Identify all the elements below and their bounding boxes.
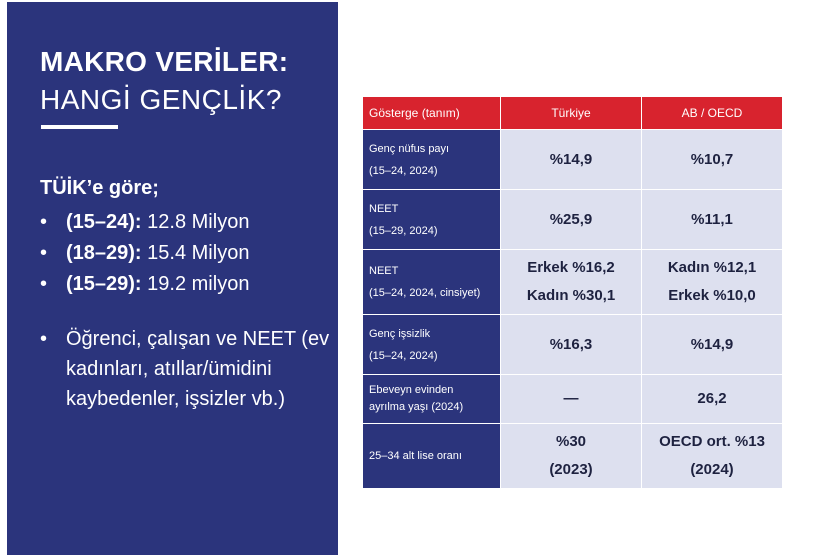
indicator-name: Ebeveyn evinden	[369, 384, 454, 397]
indicator-cell	[363, 250, 501, 315]
population-value: 12.8 Milyon	[141, 211, 250, 233]
indicator-scope: (15–29, 2024)	[369, 224, 438, 237]
eu-value	[642, 190, 783, 250]
eu-value-text: %10,7	[690, 150, 734, 168]
indicator-cell	[363, 375, 501, 424]
indicator-scope: ayrılma yaşı (2024)	[369, 401, 464, 414]
turkey-value-text: Kadın %30,1	[526, 287, 616, 305]
left-panel	[7, 2, 338, 555]
indicator-name: Genç işsizlik	[369, 327, 431, 340]
table-row	[363, 424, 783, 489]
turkey-value-text: %16,3	[549, 335, 593, 353]
eu-value	[642, 424, 783, 489]
turkey-value-text: %30	[555, 433, 587, 451]
header-indicator: Gösterge (tanım)	[363, 97, 501, 130]
indicator-name: NEET	[369, 202, 399, 215]
eu-value-text: OECD ort. %13	[659, 433, 765, 451]
eu-value-text: Kadın %12,1	[667, 259, 757, 277]
indicator-scope: (15–24, 2024, cinsiyet)	[369, 287, 481, 300]
indicator-cell	[363, 130, 501, 190]
turkey-value	[501, 250, 642, 315]
eu-value-text: %14,9	[690, 335, 734, 353]
eu-value-text: (2024)	[690, 461, 734, 479]
eu-value	[642, 375, 783, 424]
age-range: (18–29):	[66, 242, 142, 264]
table-row	[363, 130, 783, 190]
title-subtitle: HANGİ GENÇLİK?	[40, 84, 282, 115]
indicator-cell	[363, 424, 501, 489]
list-item	[40, 269, 249, 300]
note-bullet	[40, 324, 340, 414]
table-header-row	[363, 97, 783, 130]
indicator-scope: (15–24, 2024)	[369, 349, 438, 362]
indicator-cell	[363, 190, 501, 250]
turkey-value-text: %14,9	[549, 150, 593, 168]
table-row	[363, 375, 783, 424]
eu-value	[642, 315, 783, 375]
header-turkey: Türkiye	[501, 97, 642, 130]
indicator-scope: (15–24, 2024)	[369, 164, 438, 177]
indicator-cell	[363, 315, 501, 375]
title-bold: MAKRO VERİLER:	[40, 46, 289, 77]
bullet-icon: •	[40, 242, 48, 264]
turkey-value	[501, 424, 642, 489]
header-eu-oecd: AB / OECD	[642, 97, 783, 130]
bullet-icon: •	[40, 328, 48, 350]
table-row	[363, 250, 783, 315]
bullet-icon: •	[40, 211, 48, 233]
age-group-list	[40, 207, 249, 300]
table-row	[363, 315, 783, 375]
eu-value-text: %11,1	[691, 210, 733, 228]
bullet-icon: •	[40, 273, 48, 295]
source-heading: TÜİK’e göre;	[40, 177, 159, 199]
population-value: 15.4 Milyon	[141, 242, 250, 264]
turkey-value	[501, 130, 642, 190]
list-item	[40, 238, 249, 269]
population-value: 19.2 milyon	[141, 273, 250, 295]
eu-value	[642, 250, 783, 315]
age-range: (15–29):	[66, 273, 142, 295]
indicator-name: Genç nüfus payı	[369, 142, 450, 155]
table-row	[363, 190, 783, 250]
indicator-name: 25–34 alt lise oranı	[369, 450, 462, 463]
title-underline	[41, 125, 118, 129]
comparison-table	[362, 96, 783, 489]
list-item	[40, 207, 249, 238]
turkey-value-text: —	[563, 390, 579, 408]
turkey-value-text: (2023)	[549, 461, 593, 479]
turkey-value-text: Erkek %16,2	[527, 259, 615, 277]
age-range: (15–24):	[66, 211, 142, 233]
eu-value	[642, 130, 783, 190]
turkey-value	[501, 190, 642, 250]
turkey-value	[501, 375, 642, 424]
note-text: Öğrenci, çalışan ve NEET (ev kadınları, atıllar/ümidini kaybedenler, işsizler vb.)	[66, 328, 330, 410]
turkey-value-text: %25,9	[549, 210, 593, 228]
eu-value-text: 26,2	[697, 390, 727, 408]
indicator-name: NEET	[369, 265, 399, 278]
eu-value-text: Erkek %10,0	[668, 287, 756, 305]
turkey-value	[501, 315, 642, 375]
